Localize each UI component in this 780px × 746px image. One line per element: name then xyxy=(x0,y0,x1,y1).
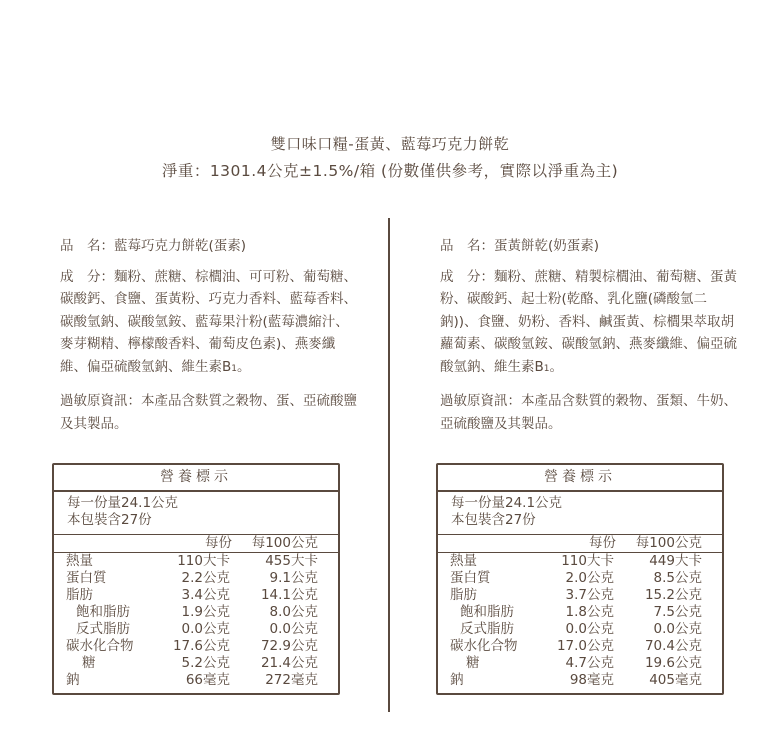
right-ingredients-text: 成 分：麵粉、蔗糖、精製棕櫚油、葡萄糖、蛋黃粉、碳酸鈣、起士粉(乾酪、乳化鹽(磷酸氫二鈉))、食鹽、奶粉、香料、鹹蛋黃、棕櫚果萃取胡蘿蔔素、碳酸氫銨、碳酸氫鈉、燕麥纖維、偏亞硫酸氫鈉、維生素B xyxy=(440,268,737,375)
per-serving-value: 98毫克 xyxy=(569,672,614,688)
nutrient-name: 脂肪 xyxy=(66,587,93,603)
nutrition-row xyxy=(438,604,722,621)
serving-info xyxy=(438,492,722,535)
per-100g-value: 72.9公克 xyxy=(260,638,318,654)
document-title: 雙口味口糧-蛋黃、藍莓巧克力餅乾 xyxy=(270,135,510,153)
nutrition-row xyxy=(54,587,338,604)
nutrient-name: 脂肪 xyxy=(450,587,477,603)
nutrition-row xyxy=(54,638,338,655)
nutrition-row xyxy=(438,672,722,689)
nutrition-title: 營養標示 xyxy=(54,465,338,492)
column-divider xyxy=(388,218,390,712)
per-serving-value: 0.0公克 xyxy=(565,621,614,637)
nutrition-row xyxy=(438,655,722,672)
per-100g-value: 0.0公克 xyxy=(653,621,702,637)
nutrient-name: 熱量 xyxy=(450,553,477,569)
net-weight: 淨重：1301.4公克±1.5%/箱 (份數僅供參考，實際以淨重為主) xyxy=(161,162,619,180)
nutrition-title: 營養標示 xyxy=(438,465,722,492)
per-serving-value: 5.2公克 xyxy=(181,655,230,671)
servings-count: 本包裝含27份 xyxy=(451,512,536,528)
nutrition-rows xyxy=(54,553,338,689)
column-per-serving: 每份 xyxy=(205,535,232,551)
nutrition-column-header xyxy=(438,535,722,553)
nutrition-row xyxy=(438,621,722,638)
nutrition-row xyxy=(54,621,338,638)
left-product-name: 品 名：藍莓巧克力餅乾(蛋素) xyxy=(60,238,247,254)
nutrition-row xyxy=(438,587,722,604)
nutrient-name: 蛋白質 xyxy=(66,570,107,586)
left-allergen: 過敏原資訊：本產品含麩質之穀物、蛋、亞硫酸鹽及其製品。 xyxy=(60,393,357,432)
left-ingredients-text: 成 分：麵粉、蔗糖、棕櫚油、可可粉、葡萄糖、碳酸鈣、食鹽、蛋黃粉、巧克力香料、藍莓香料、碳酸氫鈉、碳酸氫銨、藍莓果汁粉(藍莓濃縮汁、麥芽糊精、檸檬酸香料、葡萄皮色素)、燕麥纖維、偏亞硫酸氫鈉、維生素B xyxy=(60,268,357,375)
per-serving: 每一份量24.1公克 xyxy=(67,495,179,511)
nutrition-row xyxy=(54,604,338,621)
nutrient-name: 碳水化合物 xyxy=(66,638,134,654)
per-100g-value: 405毫克 xyxy=(649,672,702,688)
per-serving-value: 4.7公克 xyxy=(565,655,614,671)
per-100g-value: 9.1公克 xyxy=(269,570,318,586)
left-nutrition-table xyxy=(52,463,340,695)
per-serving-value: 110大卡 xyxy=(177,553,230,569)
nutrition-row xyxy=(438,638,722,655)
right-ingredients-end: 。 xyxy=(549,358,563,375)
right-ingredients xyxy=(440,266,740,381)
nutrition-row xyxy=(54,570,338,587)
nutrient-name: 糖 xyxy=(466,655,480,671)
per-serving-value: 110大卡 xyxy=(561,553,614,569)
left-product-info xyxy=(60,235,360,443)
per-100g-value: 21.4公克 xyxy=(260,655,318,671)
right-product-name: 品 名：蛋黃餅乾(奶蛋素) xyxy=(440,238,600,254)
nutrient-name: 反式脂肪 xyxy=(76,621,130,637)
per-100g-value: 19.6公克 xyxy=(644,655,702,671)
nutrition-row xyxy=(54,553,338,570)
right-product-info xyxy=(440,235,740,443)
nutrient-name: 碳水化合物 xyxy=(450,638,518,654)
left-ingredients-end: 。 xyxy=(237,358,251,375)
per-100g-value: 449大卡 xyxy=(649,553,702,569)
per-serving-value: 3.4公克 xyxy=(181,587,230,603)
nutrient-name: 蛋白質 xyxy=(450,570,491,586)
per-serving-value: 2.0公克 xyxy=(565,570,614,586)
per-100g-value: 7.5公克 xyxy=(653,604,702,620)
per-100g-value: 14.1公克 xyxy=(260,587,318,603)
per-serving-value: 1.9公克 xyxy=(181,604,230,620)
nutrition-column-header xyxy=(54,535,338,553)
column-per-100g: 每100公克 xyxy=(635,535,702,551)
right-ingredients-subscript: 1 xyxy=(543,363,550,374)
column-per-serving: 每份 xyxy=(589,535,616,551)
right-nutrition-table xyxy=(436,463,724,695)
column-per-100g: 每100公克 xyxy=(251,535,318,551)
nutrient-name: 鈉 xyxy=(450,672,464,688)
nutrient-name: 糖 xyxy=(82,655,96,671)
nutrient-name: 飽和脂肪 xyxy=(460,604,514,620)
nutrition-row xyxy=(54,655,338,672)
per-serving: 每一份量24.1公克 xyxy=(451,495,563,511)
per-100g-value: 15.2公克 xyxy=(644,587,702,603)
per-100g-value: 0.0公克 xyxy=(269,621,318,637)
left-ingredients xyxy=(60,266,360,381)
per-serving-value: 17.6公克 xyxy=(172,638,230,654)
nutrition-row xyxy=(438,570,722,587)
servings-count: 本包裝含27份 xyxy=(67,512,152,528)
per-serving-value: 1.8公克 xyxy=(565,604,614,620)
per-100g-value: 272毫克 xyxy=(265,672,318,688)
nutrition-rows xyxy=(438,553,722,689)
right-allergen: 過敏原資訊：本產品含麩質的穀物、蛋類、牛奶、亞硫酸鹽及其製品。 xyxy=(440,393,737,432)
nutrient-name: 飽和脂肪 xyxy=(76,604,130,620)
per-serving-value: 0.0公克 xyxy=(181,621,230,637)
per-serving-value: 17.0公克 xyxy=(556,638,614,654)
nutrient-name: 鈉 xyxy=(66,672,80,688)
per-serving-value: 66毫克 xyxy=(185,672,230,688)
per-100g-value: 8.0公克 xyxy=(269,604,318,620)
nutrition-row xyxy=(438,553,722,570)
nutrient-name: 反式脂肪 xyxy=(460,621,514,637)
per-100g-value: 70.4公克 xyxy=(644,638,702,654)
per-serving-value: 2.2公克 xyxy=(181,570,230,586)
per-100g-value: 8.5公克 xyxy=(653,570,702,586)
per-serving-value: 3.7公克 xyxy=(565,587,614,603)
serving-info xyxy=(54,492,338,535)
nutrition-row xyxy=(54,672,338,689)
per-100g-value: 455大卡 xyxy=(265,553,318,569)
nutrient-name: 熱量 xyxy=(66,553,93,569)
left-ingredients-subscript: 1 xyxy=(231,363,237,374)
